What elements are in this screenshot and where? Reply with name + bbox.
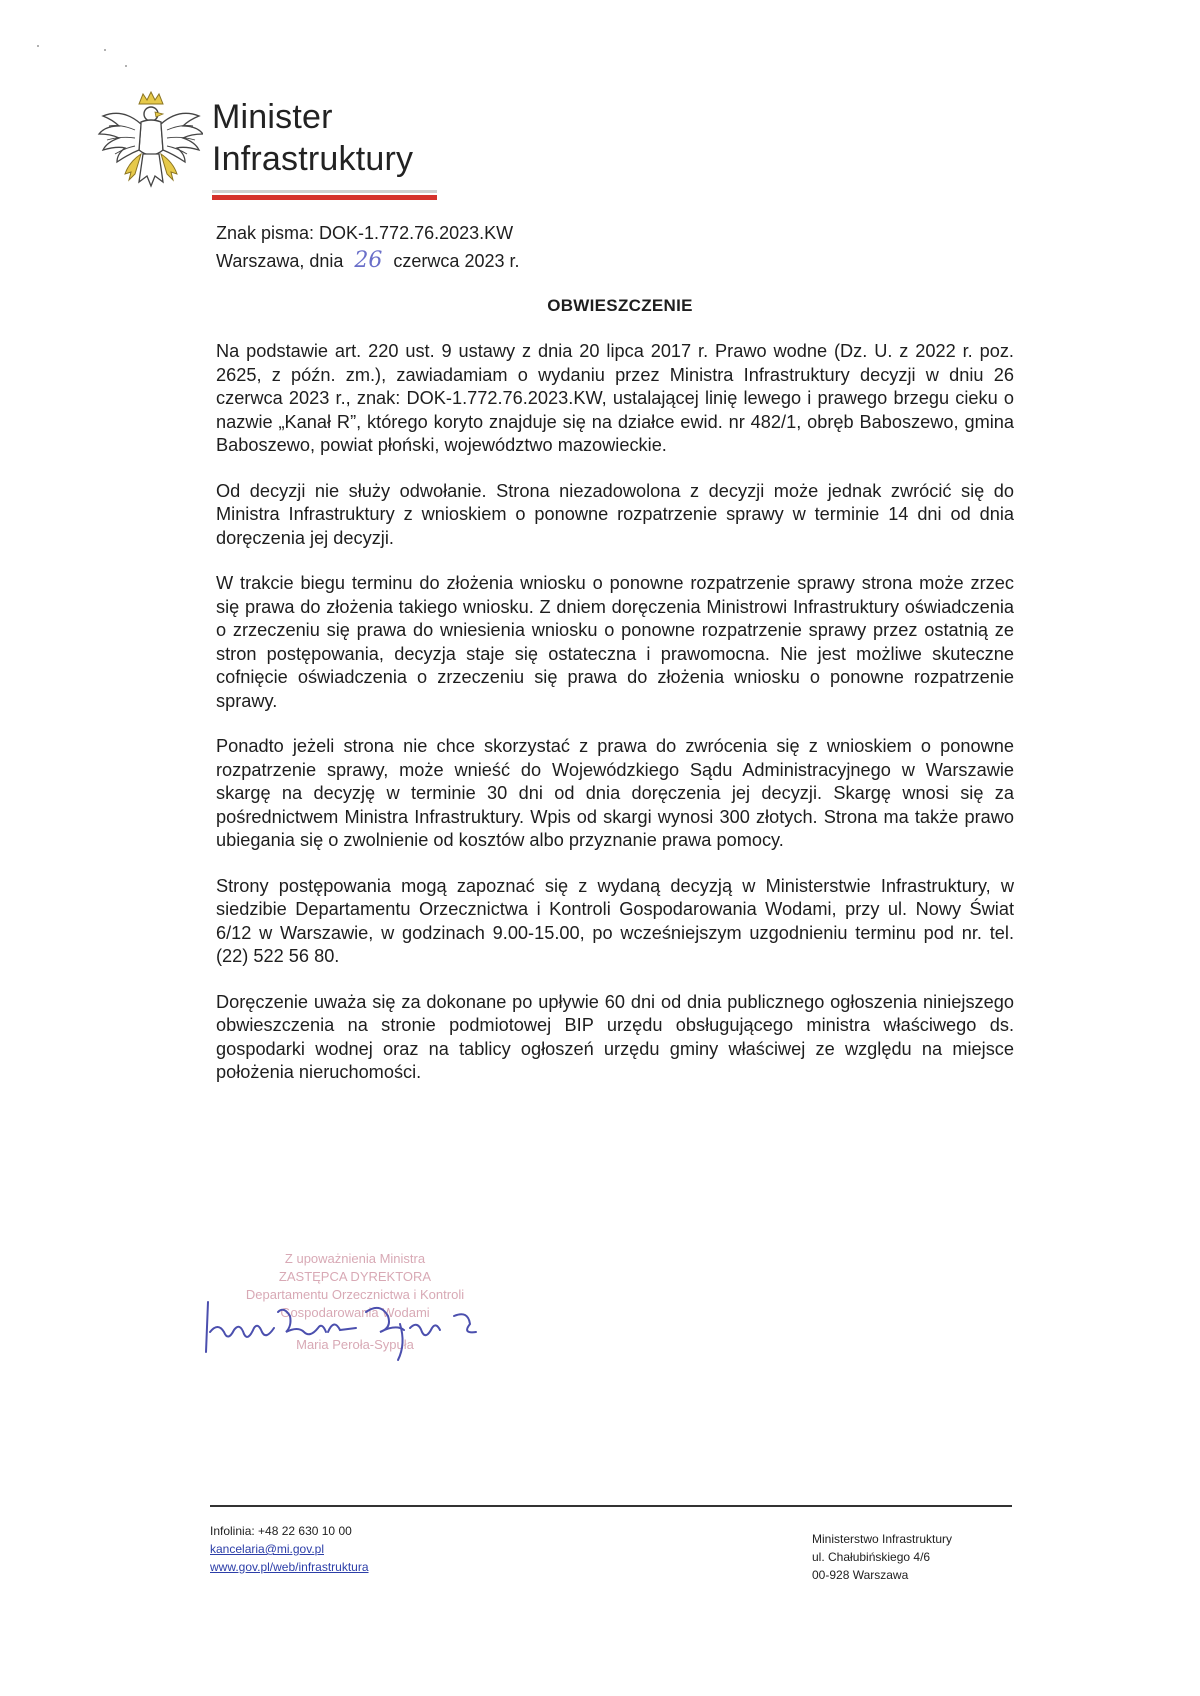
eagle-emblem-icon xyxy=(95,90,203,210)
paragraph: Od decyzji nie służy odwołanie. Strona niezadowolona z decyzji może jednak zwrócić się do Ministra Infrastruktury z wnioskiem o ponowne rozpatrzenie sprawy w terminie 14 dni od dnia doręczenia jej decyzji. xyxy=(216,480,1014,548)
handwritten-signature xyxy=(200,1282,520,1362)
date-day-handwritten: 26 xyxy=(354,248,383,273)
paragraph: Doręczenie uważa się za dokonane po upływie 60 dni od dnia publicznego ogłoszenia niniejszego obwieszczenia na stronie podmiotowej BIP urzędu obsługującego ministra właściwego ds. gospodarki wodnej oraz na tablicy ogłoszeń urzędu gminy właściwej ze względu na miejsce położenia nieruchomości. xyxy=(216,991,1014,1082)
email-link[interactable]: kancelaria@mi.gov.pl xyxy=(210,1542,325,1556)
scan-specks xyxy=(30,40,150,80)
date-prefix: Warszawa, dnia xyxy=(216,251,344,271)
paragraph: W trakcie biegu terminu do złożenia wniosku o ponowne rozpatrzenie sprawy strona może zrzec się prawa do złożenia takiego wniosku. Z dniem doręczenia Ministrowi Infrastruktury oświadczenia o zrzeczeniu się prawa do wniesienia wniosku o ponowne rozpatrzenie sprawy przez ostatnią ze stron postępowania, decyzja staje się ostateczna i prawomocna. Nie jest możliwe skuteczne cofnięcie oświadczenia o zrzeczeniu się prawa do złożenia wniosku o ponowne rozpatrzenie sprawy. xyxy=(216,573,1014,711)
paragraph: Strony postępowania mogą zapoznać się z wydaną decyzją w Ministerstwie Infrastruktury, w siedzibie Departamentu Orzecznictwa i Kontroli Gospodarowania Wodami, przy ul. Nowy Świat 6/12 w Warszawie, w godzinach 9.00-15.00, po wcześniejszym uzgodnieniu terminu pod nr. tel. (22) 522 56 80. xyxy=(216,875,1014,966)
document-body xyxy=(216,340,1014,1107)
case-sign: Znak pisma: DOK-1.772.76.2023.KW xyxy=(216,223,514,243)
stamp-line: Gospodarowania Wodami xyxy=(280,1305,430,1320)
footer-contact xyxy=(210,1522,369,1576)
paragraph: Na podstawie art. 220 ust. 9 ustawy z dnia 20 lipca 2017 r. Prawo wodne (Dz. U. z 2022 r. poz. 2625, z późn. zm.), zawiadamiam o wydaniu przez Ministra Infrastruktury decyzji w dniu 26 czerwca 2023 r., znak: DOK-1.772.76.2023.KW, ustalającej linię lewego i prawego brzegu cieku o nazwie „Kanał R”, którego koryto znajduje się na działce ewid. nr 482/1, obręb Baboszewo, gmina Baboszewo, powiat płoński, województwo mazowieckie. xyxy=(216,341,1014,455)
document-title: OBWIESZCZENIE xyxy=(547,296,693,315)
ministry-logo-text xyxy=(212,96,413,180)
stamp-line: Z upoważnienia Ministra xyxy=(284,1251,426,1266)
paragraph: Ponadto jeżeli strona nie chce skorzystać z prawa do zwrócenia się z wnioskiem o ponowne rozpatrzenie sprawy, może wnieść do Wojewódzkiego Sądu Administracyjnego w Warszawie skargę na decyzję w terminie 30 dni od dnia doręczenia jej decyzji. Skargę wnosi się za pośrednictwem Ministra Infrastruktury. Wpis od skargi wynosi 300 złotych. Strona ma także prawo ubiegania się o zwolnienie od kosztów albo przyznanie prawa pomocy. xyxy=(216,736,1014,850)
address-line: ul. Chałubińskiego 4/6 xyxy=(812,1550,931,1564)
footer-address xyxy=(812,1530,952,1584)
stamp-line: Departamentu Orzecznictwa i Kontroli xyxy=(245,1287,465,1302)
website-link[interactable]: www.gov.pl/web/infrastruktura xyxy=(210,1560,369,1574)
address-line: 00-928 Warszawa xyxy=(812,1568,909,1582)
flag-divider xyxy=(212,190,437,200)
stamp-line: ZASTĘPCA DYREKTORA xyxy=(278,1269,432,1284)
address-line: Ministerstwo Infrastruktury xyxy=(812,1532,953,1546)
document-date xyxy=(216,247,519,275)
reference-block xyxy=(216,220,519,275)
footer-divider xyxy=(210,1505,1012,1507)
date-suffix: czerwca 2023 r. xyxy=(393,251,520,271)
stamp-line: Maria Peroła-Sypuła xyxy=(296,1337,414,1352)
org-line1: Minister xyxy=(212,98,333,136)
org-line2: Infrastruktury xyxy=(212,140,414,178)
infoline: Infolinia: +48 22 630 10 00 xyxy=(210,1524,352,1538)
